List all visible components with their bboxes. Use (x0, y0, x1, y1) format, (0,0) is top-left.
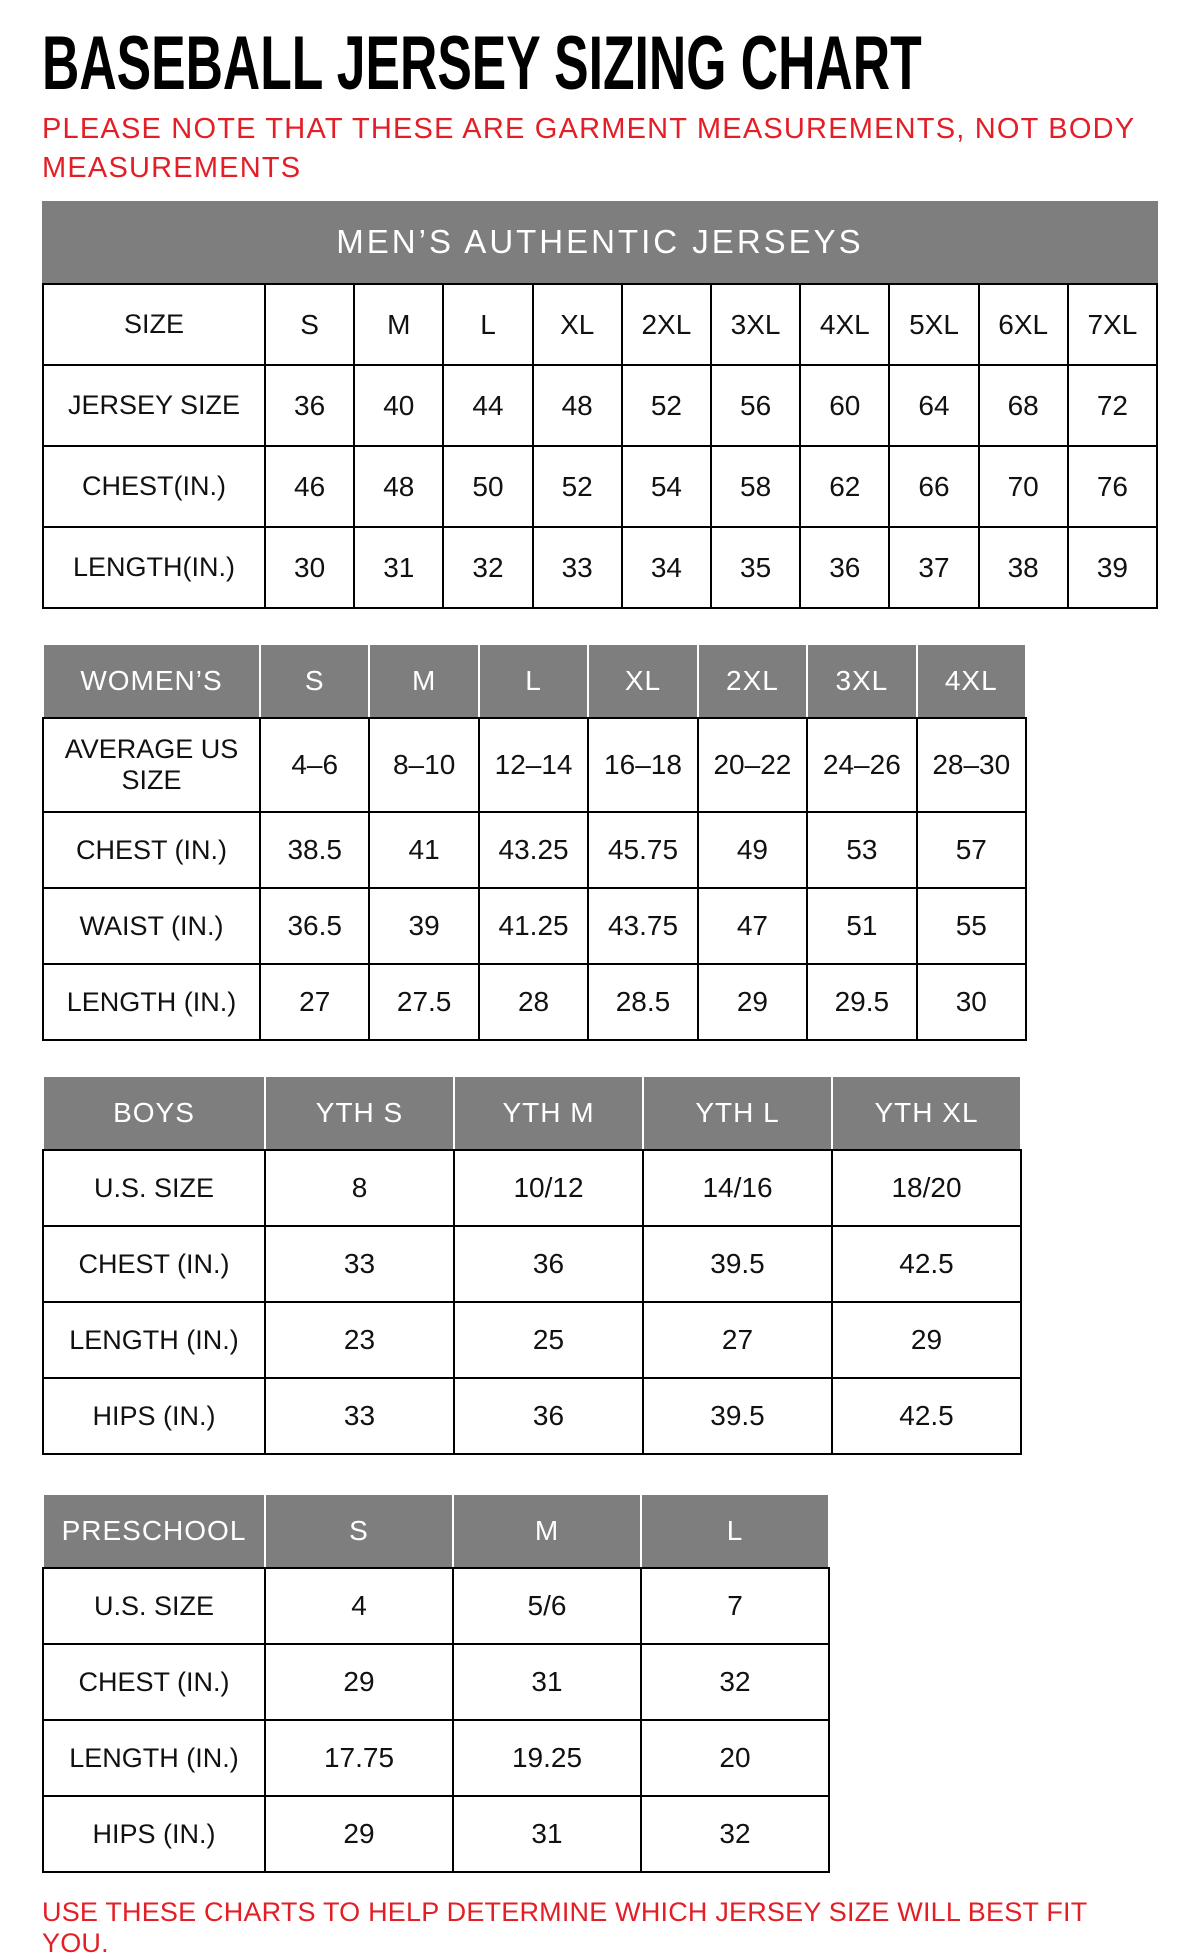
value-cell: 39 (1069, 528, 1156, 607)
value-cell: 39.5 (644, 1379, 831, 1453)
row-label: CHEST (IN.) (44, 1645, 264, 1719)
row-label: HIPS (IN.) (44, 1797, 264, 1871)
value-cell: 50 (444, 447, 531, 526)
value-cell: 33 (266, 1227, 453, 1301)
value-cell: 23 (266, 1303, 453, 1377)
value-cell: 14/16 (644, 1151, 831, 1225)
row-label: JERSEY SIZE (44, 366, 264, 445)
preschool-table-body (42, 1567, 830, 1873)
preschool-sizing-table (42, 1495, 830, 1873)
value-cell: 76 (1069, 447, 1156, 526)
row-label: CHEST (IN.) (44, 813, 259, 887)
size-header-cell: 2XL (699, 645, 806, 717)
value-cell: 45.75 (589, 813, 696, 887)
row-label: CHEST(IN.) (44, 447, 264, 526)
value-cell: 29 (266, 1797, 452, 1871)
value-cell: 29 (699, 965, 806, 1039)
value-cell: 7XL (1069, 285, 1156, 364)
value-cell: 68 (980, 366, 1067, 445)
value-cell: 37 (890, 528, 977, 607)
value-cell: 36 (455, 1227, 642, 1301)
value-cell: 27 (644, 1303, 831, 1377)
womens-table-body (42, 717, 1027, 1041)
value-cell: 49 (699, 813, 806, 887)
row-label: HIPS (IN.) (44, 1379, 264, 1453)
value-cell: 66 (890, 447, 977, 526)
value-cell: 60 (801, 366, 888, 445)
table-title-cell: WOMEN’S (44, 645, 259, 717)
value-cell: 54 (623, 447, 710, 526)
value-cell: 31 (355, 528, 442, 607)
value-cell: 28–30 (918, 719, 1025, 811)
value-cell: 32 (642, 1645, 828, 1719)
row-label: LENGTH (IN.) (44, 1303, 264, 1377)
value-cell: 5/6 (454, 1569, 640, 1643)
value-cell: 4XL (801, 285, 888, 364)
size-header-cell: S (261, 645, 368, 717)
value-cell: 33 (534, 528, 621, 607)
value-cell: 5XL (890, 285, 977, 364)
womens-header-row (42, 645, 1027, 717)
value-cell: 51 (808, 889, 915, 963)
value-cell: 28 (480, 965, 587, 1039)
value-cell: 48 (534, 366, 621, 445)
value-cell: 43.25 (480, 813, 587, 887)
size-header-cell: XL (589, 645, 696, 717)
value-cell: 48 (355, 447, 442, 526)
size-header-cell: S (266, 1495, 452, 1567)
preschool-header-row (42, 1495, 830, 1567)
page-title: BASEBALL JERSEY SIZING CHART (42, 21, 922, 106)
row-label: LENGTH (IN.) (44, 1721, 264, 1795)
size-header-cell: YTH XL (833, 1077, 1020, 1149)
size-header-cell: YTH M (455, 1077, 642, 1149)
value-cell: 17.75 (266, 1721, 452, 1795)
row-label: CHEST (IN.) (44, 1227, 264, 1301)
value-cell: 2XL (623, 285, 710, 364)
mens-table-title: MEN’S AUTHENTIC JERSEYS (42, 201, 1158, 283)
size-header-cell: 4XL (918, 645, 1025, 717)
value-cell: S (266, 285, 353, 364)
value-cell: 70 (980, 447, 1067, 526)
garment-measurement-note: PLEASE NOTE THAT THESE ARE GARMENT MEASUREMENTS, NOT BODY MEASUREMENTS (42, 113, 1135, 184)
value-cell: 36.5 (261, 889, 368, 963)
value-cell: 20–22 (699, 719, 806, 811)
value-cell: 31 (454, 1645, 640, 1719)
boys-sizing-table (42, 1077, 1022, 1455)
value-cell: 4–6 (261, 719, 368, 811)
value-cell: 32 (444, 528, 531, 607)
value-cell: 3XL (712, 285, 799, 364)
value-cell: 52 (534, 447, 621, 526)
size-header-cell: YTH L (644, 1077, 831, 1149)
value-cell: 27.5 (370, 965, 477, 1039)
size-header-cell: 3XL (808, 645, 915, 717)
value-cell: 4 (266, 1569, 452, 1643)
value-cell: 20 (642, 1721, 828, 1795)
value-cell: 40 (355, 366, 442, 445)
value-cell: 38.5 (261, 813, 368, 887)
value-cell: 38 (980, 528, 1067, 607)
value-cell: 30 (918, 965, 1025, 1039)
value-cell: 33 (266, 1379, 453, 1453)
value-cell: 16–18 (589, 719, 696, 811)
value-cell: 43.75 (589, 889, 696, 963)
value-cell: 39 (370, 889, 477, 963)
size-header-cell: L (480, 645, 587, 717)
value-cell: 56 (712, 366, 799, 445)
value-cell: 42.5 (833, 1379, 1020, 1453)
value-cell: 64 (890, 366, 977, 445)
value-cell: 32 (642, 1797, 828, 1871)
mens-sizing-table (42, 201, 1158, 609)
value-cell: 46 (266, 447, 353, 526)
value-cell: 35 (712, 528, 799, 607)
value-cell: 24–26 (808, 719, 915, 811)
value-cell: 29 (833, 1303, 1020, 1377)
value-cell: 72 (1069, 366, 1156, 445)
value-cell: 29.5 (808, 965, 915, 1039)
value-cell: 31 (454, 1797, 640, 1871)
value-cell: 25 (455, 1303, 642, 1377)
value-cell: 41.25 (480, 889, 587, 963)
value-cell: 62 (801, 447, 888, 526)
value-cell: 36 (266, 366, 353, 445)
value-cell: 36 (801, 528, 888, 607)
row-label: SIZE (44, 285, 264, 364)
size-header-cell: L (642, 1495, 828, 1567)
value-cell: 8 (266, 1151, 453, 1225)
value-cell: L (444, 285, 531, 364)
value-cell: 18/20 (833, 1151, 1020, 1225)
value-cell: 53 (808, 813, 915, 887)
value-cell: 52 (623, 366, 710, 445)
row-label: LENGTH (IN.) (44, 965, 259, 1039)
mens-table-body (42, 283, 1158, 609)
value-cell: 29 (266, 1645, 452, 1719)
value-cell: 44 (444, 366, 531, 445)
value-cell: 10/12 (455, 1151, 642, 1225)
row-label: AVERAGE US SIZE (44, 719, 259, 811)
value-cell: 8–10 (370, 719, 477, 811)
value-cell: 7 (642, 1569, 828, 1643)
value-cell: M (355, 285, 442, 364)
value-cell: 47 (699, 889, 806, 963)
value-cell: 39.5 (644, 1227, 831, 1301)
value-cell: 57 (918, 813, 1025, 887)
footer-text: USE THESE CHARTS TO HELP DETERMINE WHICH JERSEY SIZE WILL BEST FIT YOU. (42, 1897, 1087, 1959)
value-cell: 6XL (980, 285, 1067, 364)
row-label: U.S. SIZE (44, 1151, 264, 1225)
boys-table-body (42, 1149, 1022, 1455)
table-title-cell: BOYS (44, 1077, 264, 1149)
value-cell: 12–14 (480, 719, 587, 811)
size-header-cell: YTH S (266, 1077, 453, 1149)
value-cell: 28.5 (589, 965, 696, 1039)
value-cell: 27 (261, 965, 368, 1039)
value-cell: XL (534, 285, 621, 364)
value-cell: 36 (455, 1379, 642, 1453)
value-cell: 19.25 (454, 1721, 640, 1795)
table-title-cell: PRESCHOOL (44, 1495, 264, 1567)
row-label: WAIST (IN.) (44, 889, 259, 963)
boys-header-row (42, 1077, 1022, 1149)
value-cell: 41 (370, 813, 477, 887)
value-cell: 55 (918, 889, 1025, 963)
row-label: U.S. SIZE (44, 1569, 264, 1643)
row-label: LENGTH(IN.) (44, 528, 264, 607)
size-header-cell: M (454, 1495, 640, 1567)
size-header-cell: M (370, 645, 477, 717)
value-cell: 58 (712, 447, 799, 526)
value-cell: 34 (623, 528, 710, 607)
value-cell: 30 (266, 528, 353, 607)
womens-sizing-table (42, 645, 1027, 1041)
value-cell: 42.5 (833, 1227, 1020, 1301)
